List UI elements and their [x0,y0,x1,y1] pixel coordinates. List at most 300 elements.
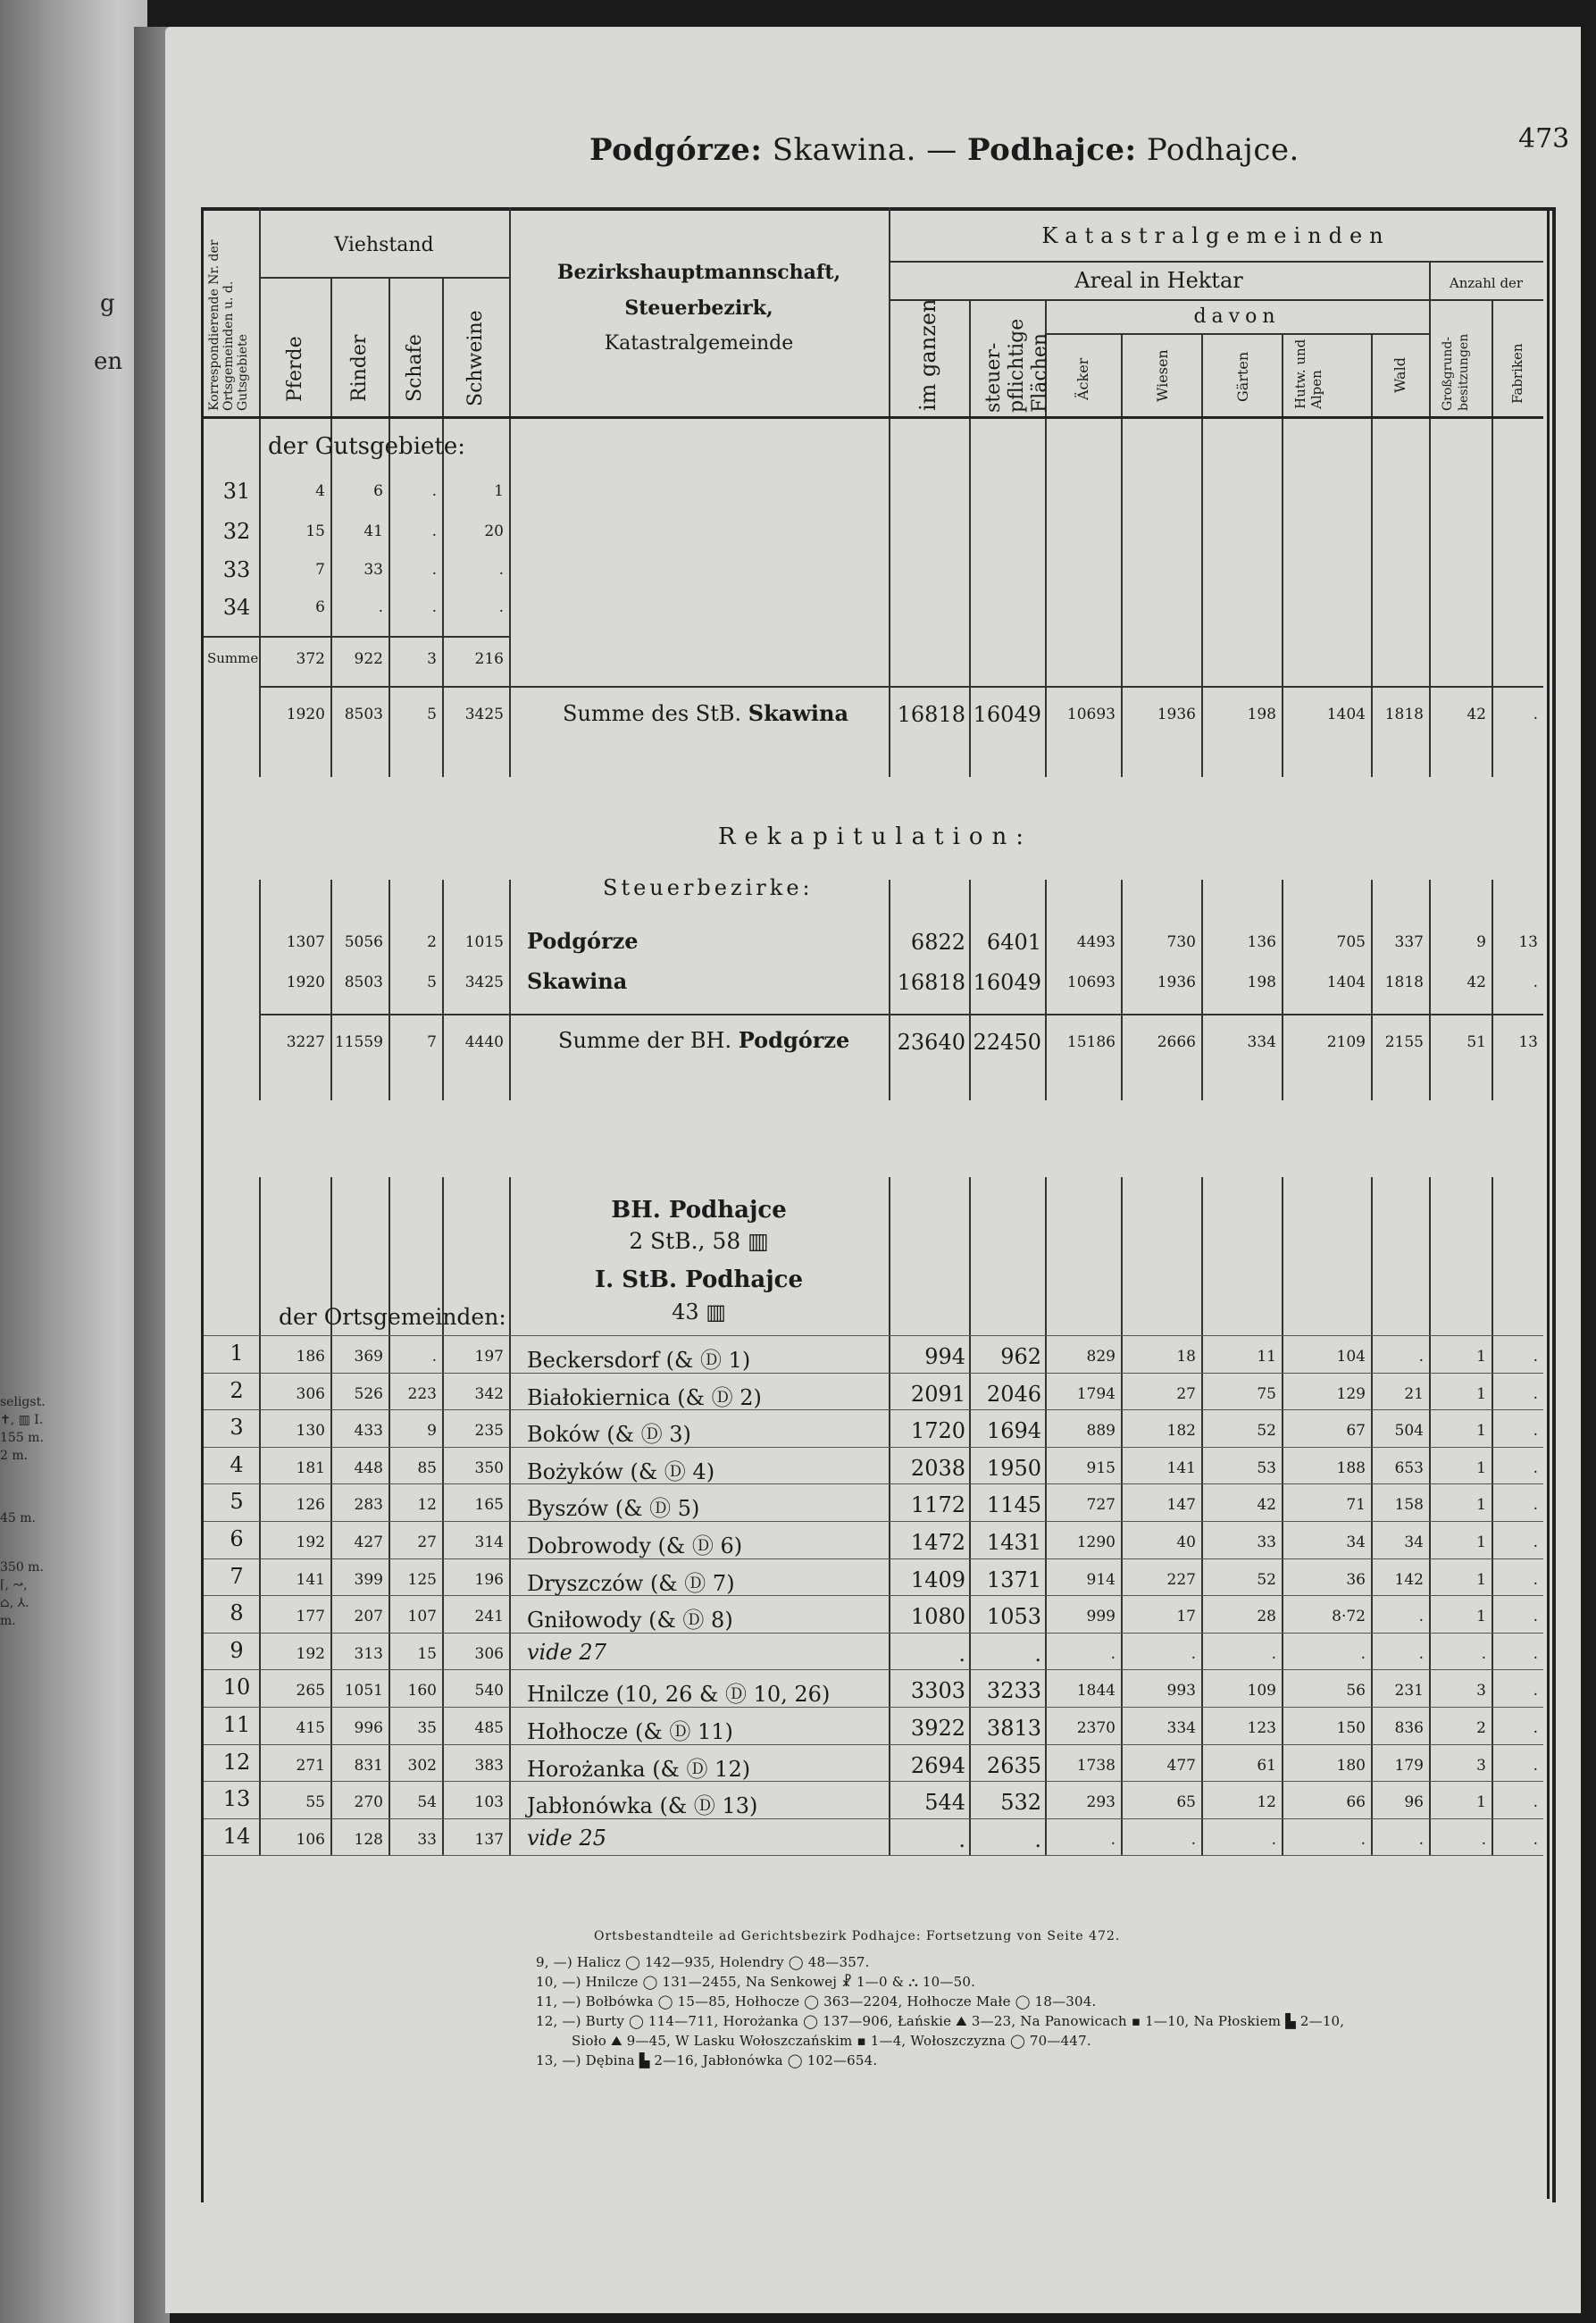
rekap-district-name: Skawina [527,968,628,994]
area-value: 2666 [1157,1033,1196,1051]
area-value: 3813 [986,1716,1041,1741]
area-value: . [1360,1644,1366,1663]
running-head-district-1: Podgórze: [589,132,763,168]
area-value: 2370 [1076,1719,1116,1737]
area-value: 337 [1394,933,1424,951]
area-value: 1472 [910,1530,965,1555]
area-value: 52 [1257,1422,1276,1441]
facing-page-fragment: en [94,348,123,375]
area-value: 182 [1166,1422,1196,1441]
livestock-value: 15 [305,522,325,540]
area-value: 51 [1466,1033,1486,1051]
area-value: 1818 [1384,706,1424,723]
stb-total-label-name: Skawina [748,700,849,726]
area-value: . [958,1641,965,1667]
livestock-value: 33 [417,1830,437,1849]
municipality-name: Horożanka (& Ⓓ 12) [527,1756,751,1782]
page-number: 473 [1518,123,1570,155]
ortsgemeinden-label: der Ortsgemeinden: [279,1304,506,1330]
area-value: 13 [1518,933,1538,951]
livestock-value: 383 [474,1756,504,1775]
column-rule [1121,419,1123,777]
header-korr-label: Korrespondierende Nr. der Ortsgemeinden u. d. Gutsgebiete [207,239,250,411]
column-rule [442,1177,444,1856]
area-value: . [1481,1830,1486,1849]
rekap-district-name: Podgórze [527,928,639,954]
area-value: 12 [1257,1793,1276,1812]
area-value: 1950 [986,1455,1041,1481]
area-value: 1 [1476,1384,1486,1403]
area-value: 65 [1176,1793,1196,1812]
livestock-value: 350 [474,1458,504,1477]
header-column-rule [1492,299,1493,416]
column-rule [1045,880,1047,1100]
livestock-value: 369 [354,1348,383,1366]
area-value: 227 [1166,1570,1196,1589]
row-rule [204,1781,1543,1782]
livestock-value: 207 [354,1608,383,1626]
row-rule [204,1335,1543,1336]
row-number: 1 [230,1341,244,1366]
livestock-value: 526 [354,1384,383,1403]
area-value: 2 [1476,1719,1486,1737]
area-value: . [1418,1608,1424,1626]
footnote-line: 13, —) Dębina ▙ 2—16, Jabłonówka ◯ 102—654. [536,2052,878,2068]
area-value: 914 [1086,1570,1116,1589]
livestock-value: 283 [354,1496,383,1515]
livestock-value: 433 [354,1422,383,1441]
area-value: 994 [924,1344,965,1369]
area-value: . [1110,1644,1116,1663]
footnote-line: 12, —) Burty ◯ 114—711, Horożanka ◯ 137—906, Łańskie ⛰ 3—23, Na Panowicach ▪ 1—10, Na Płoskiem ▙ 2—10, [536,2013,1345,2029]
row-number: 6 [230,1526,244,1551]
livestock-value: 996 [354,1719,383,1737]
column-rule [259,419,261,777]
livestock-value: . [498,598,504,616]
area-value: 16049 [973,702,1041,727]
facing-page-fragment: 350 m. ⌈, ↝, ⌂, ⅄. m. [0,1560,44,1628]
footnote-line: 9, —) Halicz ◯ 142—935, Holendry ◯ 48—357. [536,1954,870,1970]
area-value: . [1533,1830,1538,1849]
area-value: 42 [1466,706,1486,723]
header-top-rule [204,207,1543,211]
header-acker: Äcker [1074,357,1091,400]
municipality-name: Beckersdorf (& Ⓓ 1) [527,1348,751,1373]
header-bezirk-3: Katastralgemeinde [604,332,794,355]
running-head-district-2: Podhajce: [967,132,1137,168]
column-rule [330,1177,332,1856]
livestock-value: 223 [407,1384,437,1403]
area-value: 123 [1247,1719,1276,1737]
area-value: . [1533,1384,1538,1403]
column-rule [1201,1177,1203,1856]
municipality-name: Dryszczów (& Ⓓ 7) [527,1570,735,1596]
row-rule [204,1707,1543,1708]
stb-total-label-text: Summe des StB. [563,701,748,726]
livestock-value: 306 [474,1644,504,1663]
anzahl-rule [1429,299,1543,301]
area-value: . [1418,1830,1424,1849]
header-katastral: Katastralgemeinden [1041,223,1391,248]
area-value: 1720 [910,1418,965,1444]
area-value: . [1271,1830,1276,1849]
livestock-value: 235 [474,1422,504,1441]
row-rule [204,1521,1543,1522]
livestock-value: 5 [427,706,437,723]
area-value: 28 [1257,1608,1276,1626]
livestock-value: 160 [407,1682,437,1700]
livestock-value: 3227 [286,1033,325,1051]
row-rule [204,1483,1543,1484]
header-column-rule [442,277,444,416]
municipality-name: Bożyków (& Ⓓ 4) [527,1458,715,1484]
column-rule [1371,1177,1373,1856]
area-value: 9 [1476,933,1486,951]
area-value: 2109 [1326,1033,1366,1051]
livestock-value: 2 [427,933,437,951]
municipality-name: Jabłonówka (& Ⓓ 13) [527,1793,758,1819]
area-value: 15186 [1066,1033,1116,1051]
header-schafe: Schafe [404,334,426,402]
area-value: 3 [1476,1756,1486,1775]
livestock-value: 128 [354,1830,383,1849]
livestock-value: . [378,598,383,616]
livestock-value: 1015 [464,933,504,951]
area-value: 2694 [910,1752,965,1778]
livestock-value: . [431,482,437,500]
area-value: 504 [1394,1422,1424,1441]
area-value: . [1271,1644,1276,1663]
viehstand-rule [259,277,509,279]
row-rule [204,1633,1543,1634]
area-value: 34 [1404,1533,1424,1551]
area-value: 4493 [1076,933,1116,951]
area-value: 188 [1336,1458,1366,1477]
area-value: . [1533,1348,1538,1366]
running-head [589,132,1299,168]
livestock-value: 1920 [286,973,325,991]
column-rule [1121,880,1123,1100]
bh-total-rule [259,1014,1543,1015]
row-number: 12 [222,1749,251,1775]
area-value: 53 [1257,1458,1276,1477]
livestock-value: 313 [354,1644,383,1663]
area-value: 889 [1086,1422,1116,1441]
footnote-title: Ortsbestandteile ad Gerichtsbezirk Podhajce: Fortsetzung von Seite 472. [594,1929,1121,1943]
municipality-name: Dobrowody (& Ⓓ 6) [527,1533,743,1558]
row-rule [204,1373,1543,1374]
livestock-value: 6 [315,598,325,616]
livestock-value: 3425 [464,973,504,991]
column-rule [1121,1177,1123,1856]
bh-title: BH. Podhajce [611,1197,787,1224]
area-value: 1936 [1157,706,1196,723]
livestock-value: 106 [296,1830,325,1849]
row-rule [204,1558,1543,1559]
header-column-rule [1201,333,1203,416]
area-value: 477 [1166,1756,1196,1775]
area-value: 829 [1086,1348,1116,1366]
livestock-value: 11559 [334,1033,383,1051]
row-number: 14 [222,1823,251,1849]
livestock-value: 399 [354,1570,383,1589]
area-value: . [958,1826,965,1852]
facing-page-fragment: 45 m. [0,1511,36,1525]
livestock-value: 314 [474,1533,504,1551]
area-value: . [1533,1533,1538,1551]
area-value: 198 [1247,706,1276,723]
bh-stats: 2 StB., 58 ▥ [629,1228,769,1254]
column-rule [389,1177,390,1856]
area-value: 1936 [1157,973,1196,991]
row-rule [204,1409,1543,1410]
header-bezirk-1: Bezirkshauptmannschaft, [556,261,841,284]
area-value: 71 [1346,1496,1366,1515]
header-wiesen: Wiesen [1154,349,1171,402]
book-gutter [134,27,170,2323]
area-value: 1 [1476,1348,1486,1366]
area-value: 544 [924,1790,965,1816]
row-number: 4 [230,1451,244,1477]
area-value: 1818 [1384,973,1424,991]
running-head-dash: — [915,132,968,168]
livestock-value: 271 [296,1756,325,1775]
column-rule [1201,880,1203,1100]
area-value: 1 [1476,1496,1486,1515]
row-number: 33 [222,557,251,582]
area-value: 66 [1346,1793,1366,1812]
header-grossgrund: Großgrund-besitzungen [1441,333,1471,411]
header-areal: Areal in Hektar [1074,268,1243,293]
area-value: . [1418,1644,1424,1663]
livestock-value: 241 [474,1608,504,1626]
area-value: . [1533,1719,1538,1737]
area-value: 1172 [910,1492,965,1518]
livestock-value: 7 [315,561,325,579]
column-rule [442,880,444,1100]
livestock-value: 302 [407,1756,437,1775]
area-value: 136 [1247,933,1276,951]
area-value: 3303 [910,1678,965,1704]
area-value: 198 [1247,973,1276,991]
livestock-value: 1307 [286,933,325,951]
stb-total-label [563,700,848,726]
header-davon: davon [1193,305,1281,328]
area-value: . [1533,973,1538,991]
area-value: 293 [1086,1793,1116,1812]
header-column-rule [1121,333,1123,416]
area-value: 22450 [973,1030,1041,1055]
area-value: 56 [1346,1682,1366,1700]
area-value: 17 [1176,1608,1196,1626]
stb-total-rule [259,686,1543,688]
column-rule [509,419,511,777]
area-value: 1794 [1076,1384,1116,1403]
area-value: . [1418,1348,1424,1366]
municipality-name: Byszów (& Ⓓ 5) [527,1496,700,1522]
area-value: 1 [1476,1793,1486,1812]
area-value: 3233 [986,1678,1041,1704]
area-value: 150 [1336,1719,1366,1737]
area-value: 915 [1086,1458,1116,1477]
column-rule [1045,1177,1047,1856]
livestock-value: 922 [354,650,383,668]
area-value: 1 [1476,1458,1486,1477]
column-rule [1201,419,1203,777]
area-value: 52 [1257,1570,1276,1589]
area-value: . [1533,1756,1538,1775]
area-value: 727 [1086,1496,1116,1515]
area-value: 1 [1476,1422,1486,1441]
area-value: 1404 [1326,706,1366,723]
area-value: 61 [1257,1756,1276,1775]
area-value: . [1110,1830,1116,1849]
area-value: 13 [1518,1033,1538,1051]
header-steuerpflichtige: steuer-pflichtige Flächen [982,318,1051,413]
row-number: 11 [222,1712,251,1737]
header-column-rule [389,277,390,416]
gutsgebiete-label: der Gutsgebiete: [268,433,465,460]
livestock-value: 107 [407,1608,437,1626]
area-value: 334 [1247,1033,1276,1051]
bh-total-label-name: Podgórze [738,1027,850,1053]
area-value: 1738 [1076,1756,1116,1775]
livestock-value: 265 [296,1682,325,1700]
area-value: 1 [1476,1608,1486,1626]
row-rule [204,1447,1543,1448]
area-value: 6822 [910,930,965,955]
livestock-value: 15 [417,1644,437,1663]
area-value: 16049 [973,970,1041,995]
livestock-value: 141 [296,1570,325,1589]
livestock-value: 27 [417,1533,437,1551]
row-rule [204,1595,1543,1596]
row-number: 31 [222,479,251,504]
row-number: 34 [222,595,251,620]
row-number: 9 [230,1637,244,1663]
area-value: . [1533,1422,1538,1441]
row-number: 10 [222,1675,251,1700]
livestock-value: 4 [315,482,325,500]
running-head-place-1: Skawina. [762,132,916,168]
area-value: 962 [1000,1344,1041,1369]
column-rule [1045,419,1047,777]
summe-rule [204,636,509,638]
area-value: 1431 [986,1530,1041,1555]
livestock-value: 1 [494,482,504,500]
municipality-name: Hołhocze (& Ⓓ 11) [527,1719,733,1744]
area-value: 179 [1394,1756,1424,1775]
column-rule [1492,1177,1493,1856]
header-hutw: Hutw. und Alpen [1292,338,1324,409]
area-value: 42 [1257,1496,1276,1515]
livestock-value: 415 [296,1719,325,1737]
row-number: 3 [230,1415,244,1441]
column-rule [442,419,444,777]
area-value: 2091 [910,1381,965,1407]
livestock-value: 4440 [464,1033,504,1051]
livestock-value: 485 [474,1719,504,1737]
area-value: 1 [1476,1570,1486,1589]
area-value: 109 [1247,1682,1276,1700]
area-value: . [1533,1608,1538,1626]
livestock-value: . [498,561,504,579]
area-value: . [1533,1793,1538,1812]
livestock-value: 20 [484,522,504,540]
municipality-name: Boków (& Ⓓ 3) [527,1422,691,1448]
livestock-value: 216 [474,650,504,668]
area-value: 42 [1466,973,1486,991]
area-value: 1844 [1076,1682,1116,1700]
row-rule [204,1669,1543,1670]
facing-page-fragment: seligst. ✝, ▥ I. 155 m. 2 m. [0,1395,46,1463]
livestock-value: 54 [417,1793,437,1812]
municipality-name: vide 27 [527,1639,606,1665]
area-value: 653 [1394,1458,1424,1477]
livestock-value: 196 [474,1570,504,1589]
area-value: 1 [1476,1533,1486,1551]
area-value: 1080 [910,1604,965,1630]
area-value: 532 [1000,1790,1041,1816]
livestock-value: 448 [354,1458,383,1477]
area-value: 147 [1166,1496,1196,1515]
livestock-value: 197 [474,1348,504,1366]
area-value: 10693 [1066,973,1116,991]
area-value: 10693 [1066,706,1116,723]
area-value: 3922 [910,1716,965,1741]
area-value: 36 [1346,1570,1366,1589]
area-value: 18 [1176,1348,1196,1366]
area-value: 16818 [897,702,965,727]
header-column-rule [330,277,332,416]
livestock-value: 181 [296,1458,325,1477]
header-column-rule [1371,333,1373,416]
livestock-value: 5 [427,973,437,991]
livestock-value: 126 [296,1496,325,1515]
header-column-rule [969,299,971,416]
area-value: 34 [1346,1533,1366,1551]
livestock-value: . [431,561,437,579]
footnote-line: 10, —) Hnilcze ◯ 131—2455, Na Senkowej ☧ 1—0 & ⛬ 10—50. [536,1974,976,1990]
header-wald: Wald [1391,357,1408,393]
row-rule [204,1855,1543,1856]
table-right-border [1547,207,1550,2199]
area-value: 231 [1394,1682,1424,1700]
row-number: 2 [230,1377,244,1403]
running-head-place-2: Podhajce. [1136,132,1299,168]
area-value: 2038 [910,1455,965,1481]
bh-total-label-text: Summe der BH. [558,1028,739,1053]
livestock-value: 5056 [344,933,383,951]
livestock-value: 6 [373,482,383,500]
area-value: 67 [1346,1422,1366,1441]
area-value: . [1533,706,1538,723]
livestock-value: 8503 [344,706,383,723]
livestock-value: 306 [296,1384,325,1403]
municipality-name: Białokiernica (& Ⓓ 2) [527,1384,762,1410]
footnote-line: 11, —) Bołbówka ◯ 15—85, Hołhocze ◯ 363—2204, Hołhocze Małe ◯ 18—304. [536,1993,1097,2010]
facing-page-fragment: g [100,290,115,317]
municipality-name: Gniłowody (& Ⓓ 8) [527,1608,733,1634]
area-value: 730 [1166,933,1196,951]
area-value: 23640 [897,1030,965,1055]
row-rule [204,1818,1543,1819]
stb-title: I. StB. Podhajce [594,1266,804,1293]
katastral-rule [889,261,1543,263]
header-rinder: Rinder [348,334,371,402]
area-value: . [1360,1830,1366,1849]
area-value: 836 [1394,1719,1424,1737]
